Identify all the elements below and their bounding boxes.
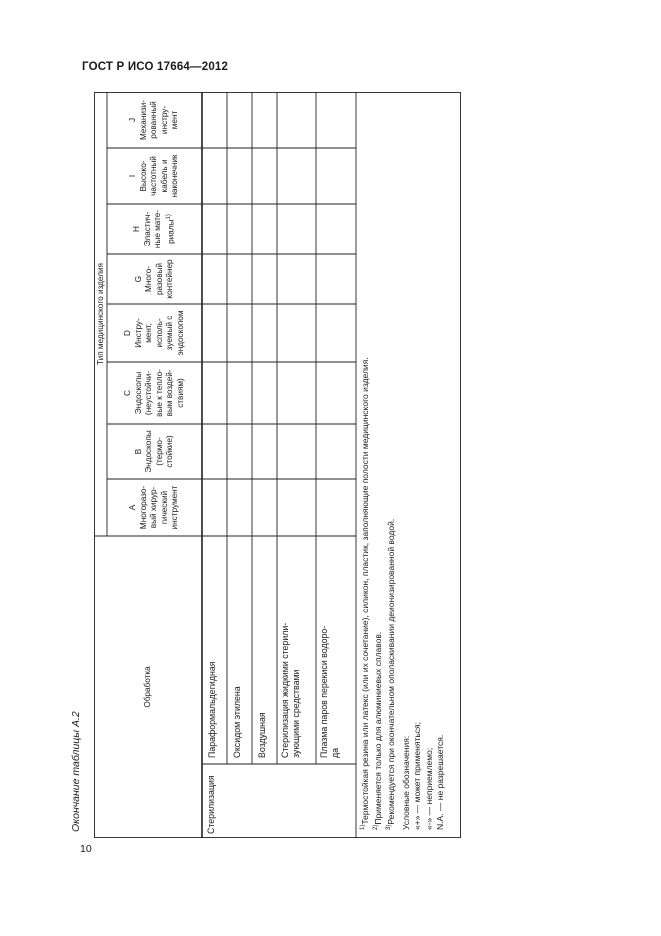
table-caption: Окончание таблицы А.2	[70, 711, 82, 832]
column-header-i: I Высоко- частотный кабель и наконечник	[128, 154, 180, 198]
footnote-2: $^{2)}$Применяется только для алюминиевых сплавов.	[372, 631, 383, 830]
footnote-3: $^{3)}$Рекомендуется при окончательном ополаскивании деионизированной водой.	[385, 518, 396, 830]
document-header: ГОСТ Р ИСО 17664—2012	[82, 61, 229, 73]
row-label: Оксидом этилена	[232, 686, 242, 758]
row-label: Воздушная	[257, 712, 267, 758]
device-type-header: Тип медицинского изделия	[95, 263, 105, 366]
column-header-g: G Много- разовый контейнер	[133, 259, 174, 299]
legend-title: Условные обозначения:	[401, 735, 412, 830]
processing-header: Обработка	[142, 666, 152, 708]
column-header-a: A Многоразо- вый хирур- гический инструмент	[128, 485, 180, 530]
row-label: Параформальдегидная	[207, 661, 217, 758]
row-label: Плазма паров перекиси водоро- да	[319, 625, 340, 758]
page-number: 10	[80, 843, 92, 855]
column-header-c: C Эндоскопы (неустойчи- вые к тепло- вым воздей- ствиям)	[123, 369, 185, 417]
column-header-j: J Механизи- рованный инстру- мент	[128, 100, 180, 140]
rotated-table	[94, 92, 461, 838]
footnote-1: $^{1)}$Термостойкая резина или латекс (или их сочетание), силикон, пластик, заполняющие полости медицинского изделия.	[359, 357, 370, 830]
group-label-sterilization: Стерилизация	[206, 775, 216, 834]
table-notes	[358, 110, 446, 830]
row-label: Стерилизация жидкими стерили- зующими средствами	[280, 622, 301, 758]
legend-item: N.A. — не разрешается.	[434, 734, 445, 830]
legend-item: «+» — может применяться;	[412, 722, 423, 830]
column-header-d: D Инстру- мент, исполь- зуемый с эндоскопом	[123, 310, 185, 356]
legend-item: «-» — неприемлемо;	[423, 747, 434, 830]
column-header-h: H Эластич- ные мате- риалы$^{1)}$	[132, 209, 176, 249]
footnote-mark: 1)	[165, 214, 172, 220]
column-header-b: B Эндоскопы (термо- стойкие)	[133, 430, 174, 473]
